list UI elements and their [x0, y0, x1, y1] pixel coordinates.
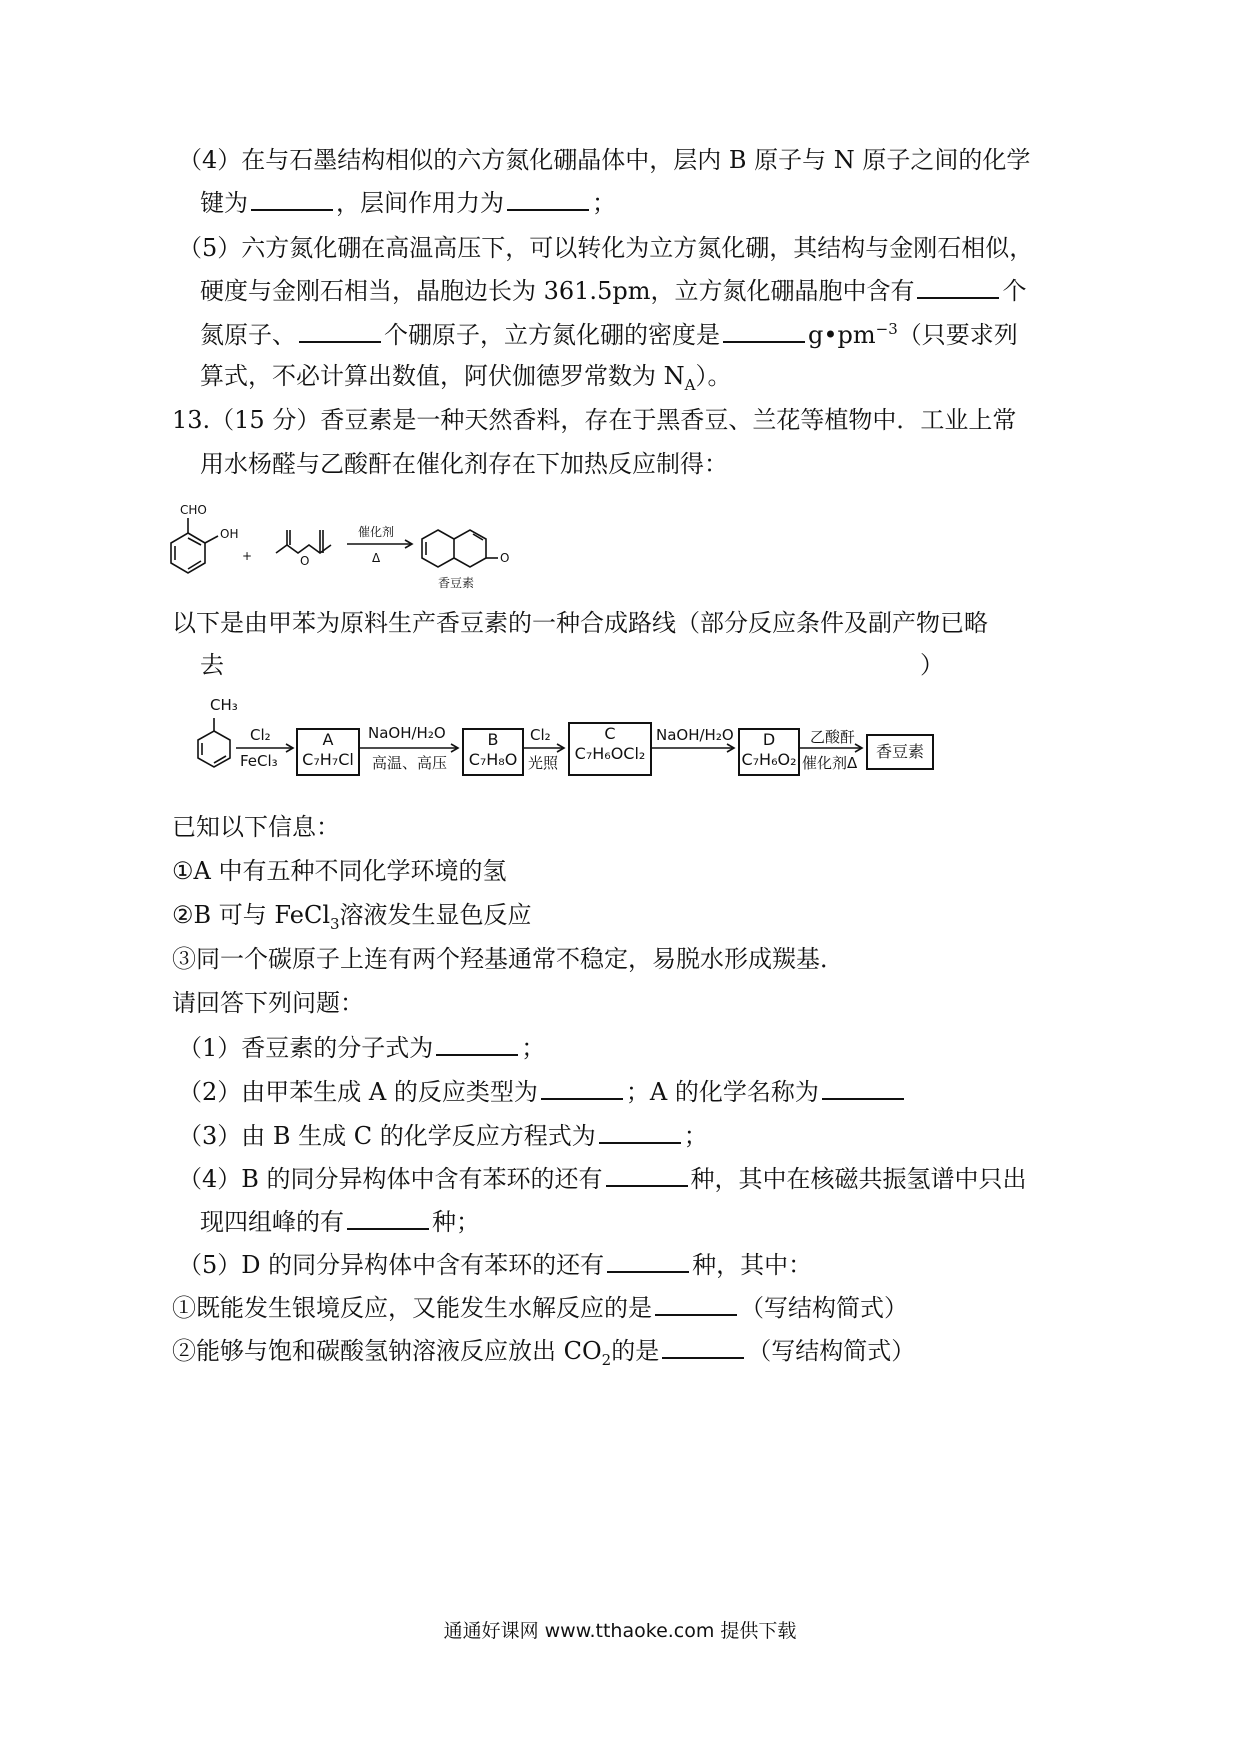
- step5-reagent: 乙酸酐: [810, 728, 856, 746]
- compound-d-name: D: [762, 730, 776, 749]
- answer-blank: [347, 1206, 429, 1230]
- q5-text-3b: 个硼原子，立方氮化硼的密度是: [384, 321, 720, 349]
- route-intro-2: [200, 650, 224, 680]
- step3-reagent: Cl₂: [530, 726, 551, 744]
- q4-text-2c: ；: [592, 189, 616, 217]
- compound-c-box: [568, 722, 652, 776]
- subq-2-text-a: （2）由甲苯生成 A 的反应类型为: [178, 1078, 538, 1106]
- footer-text: 通通好课网 www.tthaoke.com 提供下载: [443, 1620, 797, 1642]
- q5-text-1: （5）六方氮化硼在高温高压下，可以转化为立方氮化硼，其结构与金刚石相似，: [178, 234, 1034, 262]
- answer-blank: [917, 275, 999, 299]
- step1-reagent: Cl₂: [250, 726, 271, 744]
- subq-1-text-a: （1）香豆素的分子式为: [178, 1034, 434, 1062]
- q5-text-2a: 硬度与金刚石相当，晶胞边长为 361.5pm，立方氮化硼晶胞中含有: [200, 277, 915, 305]
- subq-3-text-b: ；: [683, 1122, 708, 1150]
- q13-intro-1: [172, 405, 1016, 435]
- plus-sign: +: [242, 549, 253, 563]
- subq-5-part-2: [172, 1335, 916, 1369]
- product-name-label: 香豆素: [438, 576, 475, 590]
- answer-blank: [606, 1163, 688, 1187]
- route-intro-text-2: 去: [200, 651, 224, 679]
- subq-3: [178, 1120, 708, 1151]
- catalyst-label: 催化剂: [358, 525, 395, 539]
- coumarin-lactone-ring: [454, 530, 486, 567]
- known-1: [172, 856, 506, 886]
- known-title-text: 已知以下信息：: [172, 813, 340, 841]
- compound-b-formula: C₇H₈O: [468, 750, 518, 769]
- subq-5-text-a: （5）D 的同分异构体中含有苯环的还有: [178, 1251, 605, 1279]
- known-title: [172, 812, 340, 842]
- known-2: [172, 900, 532, 933]
- known-3: [172, 944, 844, 974]
- subq-4-line-1: [178, 1163, 1027, 1194]
- subq-2-text-b: ；A 的化学名称为: [625, 1078, 819, 1106]
- oh-label: OH: [220, 527, 239, 541]
- final-product-label: 香豆素: [875, 742, 924, 761]
- q5-line-2: [200, 275, 1026, 306]
- anhydride-o-label: O: [300, 554, 310, 568]
- subq-1-text-b: ；: [521, 1034, 546, 1062]
- subq-4-line-2: [200, 1206, 480, 1237]
- q4-line-1: [178, 145, 1030, 175]
- known-2-text-b: 溶液发生显色反应: [339, 901, 532, 929]
- known-2-text-a: ②B 可与 FeCl: [172, 901, 330, 929]
- compound-b-box: [462, 728, 524, 776]
- compound-d-formula: C₇H₆O₂: [741, 750, 797, 769]
- route-intro-2-end: [920, 650, 944, 680]
- q5-text-4b: ）。: [695, 362, 732, 390]
- answer-blank: [822, 1076, 904, 1100]
- route-intro-text-2-end: ）: [920, 651, 944, 679]
- subq-4-text-a: （4）B 的同分异构体中含有苯环的还有: [178, 1165, 603, 1193]
- subq-5-2-text-a: ②能够与饱和碳酸氢钠溶液反应放出 CO: [172, 1337, 602, 1365]
- answer-blank: [599, 1120, 681, 1144]
- subq-5-1-text-a: ①既能发生银境反应，又能发生水解反应的是: [172, 1294, 652, 1322]
- subq-5-2-text-c: （写结构简式）: [747, 1337, 916, 1365]
- known-1-text: ①A 中有五种不同化学环境的氢: [172, 857, 507, 885]
- q5-line-4: [200, 361, 732, 394]
- q5-line-1: [178, 233, 1033, 263]
- route-intro-1: [172, 608, 988, 638]
- step2-condition: 高温、高压: [372, 754, 448, 772]
- q13-intro-text-1: 13.（15 分）香豆素是一种天然香料，存在于黑香豆、兰花等植物中．工业上常: [172, 406, 1017, 434]
- compound-a-name: A: [322, 730, 334, 749]
- heat-label: Δ: [372, 551, 381, 565]
- compound-b-name: B: [487, 730, 499, 749]
- coumarin-final-box: [866, 734, 934, 770]
- q5-subscript: A: [684, 375, 696, 394]
- route-intro-text-1: 以下是由甲苯为原料生产香豆素的一种合成路线（部分反应条件及副产物已略: [172, 609, 988, 637]
- answer-blank: [607, 1249, 689, 1273]
- benzene-ring-salicylaldehyde: [171, 533, 205, 573]
- cho-label: CHO: [180, 503, 207, 517]
- co2-subscript: 2: [601, 1350, 612, 1369]
- answer-blank: [507, 187, 589, 211]
- synthesis-route: [190, 696, 960, 792]
- q4-text-1: （4）在与石墨结构相似的六方氮化硼晶体中，层内 B 原子与 N 原子之间的化学: [178, 146, 1031, 174]
- step5-condition: 催化剂Δ: [802, 754, 858, 772]
- q4-text-2b: ，层间作用力为: [336, 189, 504, 217]
- subq-4-text-c: 现四组峰的有: [200, 1208, 344, 1236]
- step2-reagent: NaOH/H₂O: [368, 724, 446, 742]
- compound-a-box: [296, 728, 360, 776]
- answer-blank: [436, 1032, 518, 1056]
- q5-text-3c: g•pm: [808, 321, 876, 349]
- subq-4-text-b: 种，其中在核磁共振氢谱中只出: [690, 1165, 1027, 1193]
- step4-reagent: NaOH/H₂O: [656, 726, 734, 744]
- subq-5: [178, 1249, 812, 1280]
- step1-catalyst: FeCl₃: [240, 752, 278, 770]
- q5-line-3: [200, 319, 1018, 350]
- subq-5-part-1: [172, 1292, 908, 1323]
- answer-blank: [251, 187, 333, 211]
- known-3-text: ③同一个碳原子上连有两个羟基通常不稳定，易脱水形成羰基．: [172, 945, 844, 973]
- answer-title-text: 请回答下列问题：: [172, 989, 364, 1017]
- q5-text-3d: （只要求列: [897, 321, 1018, 349]
- q4-line-2: [200, 187, 616, 218]
- q5-superscript: −3: [875, 320, 898, 338]
- q5-text-4a: 算式，不必计算出数值，阿伏伽德罗常数为 N: [200, 362, 685, 390]
- subq-3-text-a: （3）由 B 生成 C 的化学反应方程式为: [178, 1122, 596, 1150]
- q5-text-2b: 个: [1002, 277, 1027, 305]
- coumarin-synthesis-reaction: [160, 500, 600, 595]
- subq-2: [178, 1076, 907, 1107]
- answer-blank: [541, 1076, 623, 1100]
- q13-intro-text-2: 用水杨醛与乙酸酐在催化剂存在下加热反应制得：: [200, 450, 728, 478]
- compound-d-box: [738, 728, 800, 776]
- subq-5-2-text-b: 的是: [611, 1337, 660, 1365]
- subq-4-text-d: 种；: [432, 1208, 480, 1236]
- q4-text-2a: 键为: [200, 189, 248, 217]
- compound-c-name: C: [604, 724, 616, 743]
- ch3-label: CH₃: [210, 696, 238, 714]
- compound-c-formula: C₇H₆OCl₂: [574, 744, 646, 763]
- answer-blank: [655, 1292, 737, 1316]
- step3-condition: 光照: [528, 754, 559, 772]
- subq-5-text-b: 种，其中：: [692, 1251, 813, 1279]
- answer-blank: [662, 1335, 744, 1359]
- answer-blank: [299, 319, 381, 343]
- compound-a-formula: C₇H₇Cl: [302, 750, 354, 769]
- q5-text-3a: 氮原子、: [200, 321, 296, 349]
- coumarin-o-label: O: [500, 551, 510, 565]
- q13-intro-2: [200, 449, 728, 479]
- answer-title: [172, 988, 364, 1018]
- page-footer: [0, 1616, 1240, 1643]
- known-2-subscript: 3: [330, 914, 340, 933]
- subq-1: [178, 1032, 545, 1063]
- toluene-ring: [198, 731, 230, 767]
- answer-blank: [723, 319, 805, 343]
- subq-5-1-text-b: （写结构简式）: [740, 1294, 908, 1322]
